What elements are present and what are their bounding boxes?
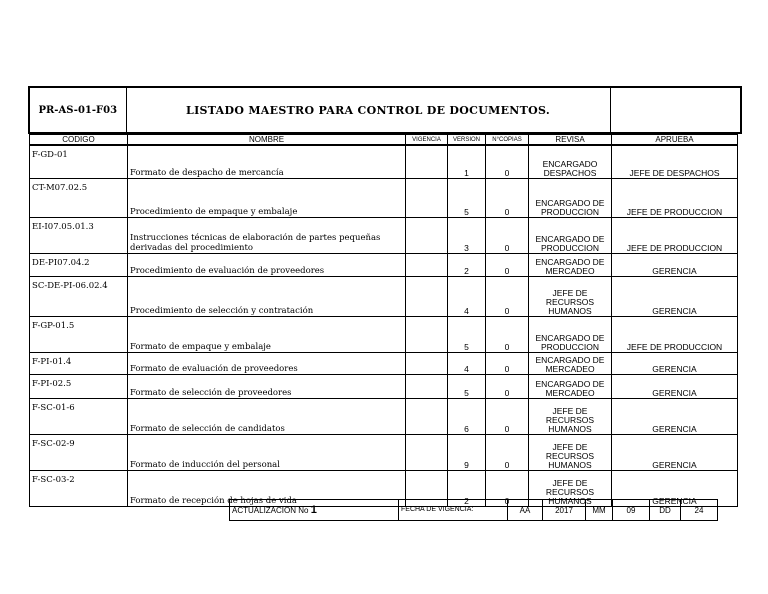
table-row: [30, 374, 738, 398]
cell-copias: 0: [486, 217, 529, 253]
cell-copias: 0: [486, 434, 529, 470]
documents-table-body: [30, 145, 738, 506]
cell-copias: 0: [486, 316, 529, 352]
cell-codigo: SC-DE-PI-06.02.4: [30, 276, 128, 316]
cell-nombre: Formato de selección de candidatos: [128, 398, 406, 434]
cell-codigo: F-SC-01-6: [30, 398, 128, 434]
cell-aprueba: GERENCIA: [612, 374, 738, 398]
cell-vigencia: [406, 352, 448, 374]
column-header-nombre: NOMBRE: [128, 135, 406, 146]
column-header-revisa: REVISA: [529, 135, 612, 146]
column-header-version: VERSION: [448, 135, 486, 146]
table-row: [30, 434, 738, 470]
cell-nombre: Formato de inducción del personal: [128, 434, 406, 470]
table-row: [30, 145, 738, 178]
cell-revisa: JEFE DE RECURSOS HUMANOS: [529, 276, 612, 316]
mm-value: 09: [613, 500, 650, 521]
cell-revisa: ENCARGADO DE PRODUCCION: [529, 316, 612, 352]
cell-copias: 0: [486, 253, 529, 276]
actualizacion-value: 1: [310, 504, 317, 516]
cell-nombre: Formato de empaque y embalaje: [128, 316, 406, 352]
document-code: PR-AS-01-F03: [29, 87, 126, 133]
cell-aprueba: JEFE DE PRODUCCION: [612, 217, 738, 253]
cell-aprueba: GERENCIA: [612, 253, 738, 276]
cell-nombre: Formato de selección de proveedores: [128, 374, 406, 398]
dd-value: 24: [681, 500, 718, 521]
cell-copias: 0: [486, 470, 529, 506]
cell-revisa: ENCARGADO DE MERCADEO: [529, 253, 612, 276]
cell-vigencia: [406, 374, 448, 398]
footer-table: [229, 499, 718, 521]
table-row: [30, 398, 738, 434]
cell-codigo: F-GD-01: [30, 145, 128, 178]
actualizacion-cell: [230, 500, 399, 521]
cell-copias: 0: [486, 276, 529, 316]
document-title: LISTADO MAESTRO PARA CONTROL DE DOCUMENTOS.: [126, 87, 610, 133]
cell-copias: 0: [486, 178, 529, 217]
cell-aprueba: GERENCIA: [612, 276, 738, 316]
cell-codigo: F-PI-01.4: [30, 352, 128, 374]
cell-version: 9: [448, 434, 486, 470]
documents-table: [29, 134, 738, 507]
cell-aprueba: GERENCIA: [612, 434, 738, 470]
table-row: [30, 217, 738, 253]
column-header-codigo: CODIGO: [30, 135, 128, 146]
fecha-label: FECHA DE VIGENCIA:: [399, 500, 508, 521]
cell-vigencia: [406, 316, 448, 352]
cell-revisa: ENCARGADO DE MERCADEO: [529, 374, 612, 398]
cell-copias: 0: [486, 398, 529, 434]
cell-codigo: CT-M07.02.5: [30, 178, 128, 217]
cell-revisa: ENCARGADO DE PRODUCCION: [529, 178, 612, 217]
table-row: [30, 352, 738, 374]
cell-aprueba: GERENCIA: [612, 398, 738, 434]
cell-revisa: ENCARGADO DE PRODUCCION: [529, 217, 612, 253]
cell-version: 3: [448, 217, 486, 253]
cell-revisa: ENCARGADO DE MERCADEO: [529, 352, 612, 374]
cell-aprueba: JEFE DE PRODUCCION: [612, 316, 738, 352]
cell-vigencia: [406, 178, 448, 217]
cell-vigencia: [406, 434, 448, 470]
table-row: [30, 316, 738, 352]
cell-codigo: EI-I07.05.01.3: [30, 217, 128, 253]
cell-copias: 0: [486, 145, 529, 178]
table-row: [30, 178, 738, 217]
cell-aprueba: JEFE DE PRODUCCION: [612, 178, 738, 217]
cell-codigo: F-GP-01.5: [30, 316, 128, 352]
header-blank-cell: [610, 87, 741, 133]
cell-codigo: F-SC-02-9: [30, 434, 128, 470]
cell-version: 2: [448, 253, 486, 276]
table-row: [30, 253, 738, 276]
cell-version: 5: [448, 316, 486, 352]
cell-vigencia: [406, 253, 448, 276]
cell-aprueba: GERENCIA: [612, 470, 738, 506]
column-header-aprueba: APRUEBA: [612, 135, 738, 146]
cell-nombre: Formato de despacho de mercancía: [128, 145, 406, 178]
cell-vigencia: [406, 398, 448, 434]
cell-copias: 0: [486, 374, 529, 398]
document-sheet: [28, 86, 740, 507]
table-row: [30, 276, 738, 316]
cell-version: 5: [448, 178, 486, 217]
cell-codigo: DE-PI07.04.2: [30, 253, 128, 276]
column-header-vigencia: VIGENCIA: [406, 135, 448, 146]
cell-nombre: Instrucciones técnicas de elaboración de partes pequeñas derivadas del procedimiento: [128, 217, 406, 253]
cell-version: 5: [448, 374, 486, 398]
cell-version: 6: [448, 398, 486, 434]
cell-nombre: Procedimiento de empaque y embalaje: [128, 178, 406, 217]
cell-version: 4: [448, 276, 486, 316]
aa-label: AA: [508, 500, 543, 521]
cell-vigencia: [406, 145, 448, 178]
mm-label: MM: [586, 500, 613, 521]
cell-revisa: JEFE DE RECURSOS HUMANOS: [529, 398, 612, 434]
cell-revisa: ENCARGADO DESPACHOS: [529, 145, 612, 178]
cell-revisa: JEFE DE RECURSOS HUMANOS: [529, 470, 612, 506]
aa-value: 2017: [543, 500, 586, 521]
actualizacion-label: ACTUALIZACION No: [232, 506, 309, 515]
cell-codigo: F-PI-02.5: [30, 374, 128, 398]
cell-revisa: JEFE DE RECURSOS HUMANOS: [529, 434, 612, 470]
dd-label: DD: [650, 500, 681, 521]
cell-aprueba: GERENCIA: [612, 352, 738, 374]
cell-nombre: Procedimiento de selección y contratación: [128, 276, 406, 316]
cell-version: 2: [448, 470, 486, 506]
column-header-copias: N°COPIAS: [486, 135, 529, 146]
cell-version: 4: [448, 352, 486, 374]
cell-aprueba: JEFE DE DESPACHOS: [612, 145, 738, 178]
cell-codigo: F-SC-03-2: [30, 470, 128, 506]
cell-copias: 0: [486, 352, 529, 374]
cell-vigencia: [406, 217, 448, 253]
cell-nombre: Formato de recepción de hojas de vida: [128, 470, 406, 506]
cell-nombre: Formato de evaluación de proveedores: [128, 352, 406, 374]
cell-vigencia: [406, 276, 448, 316]
cell-version: 1: [448, 145, 486, 178]
document-header: [28, 86, 742, 134]
cell-nombre: Procedimiento de evaluación de proveedores: [128, 253, 406, 276]
